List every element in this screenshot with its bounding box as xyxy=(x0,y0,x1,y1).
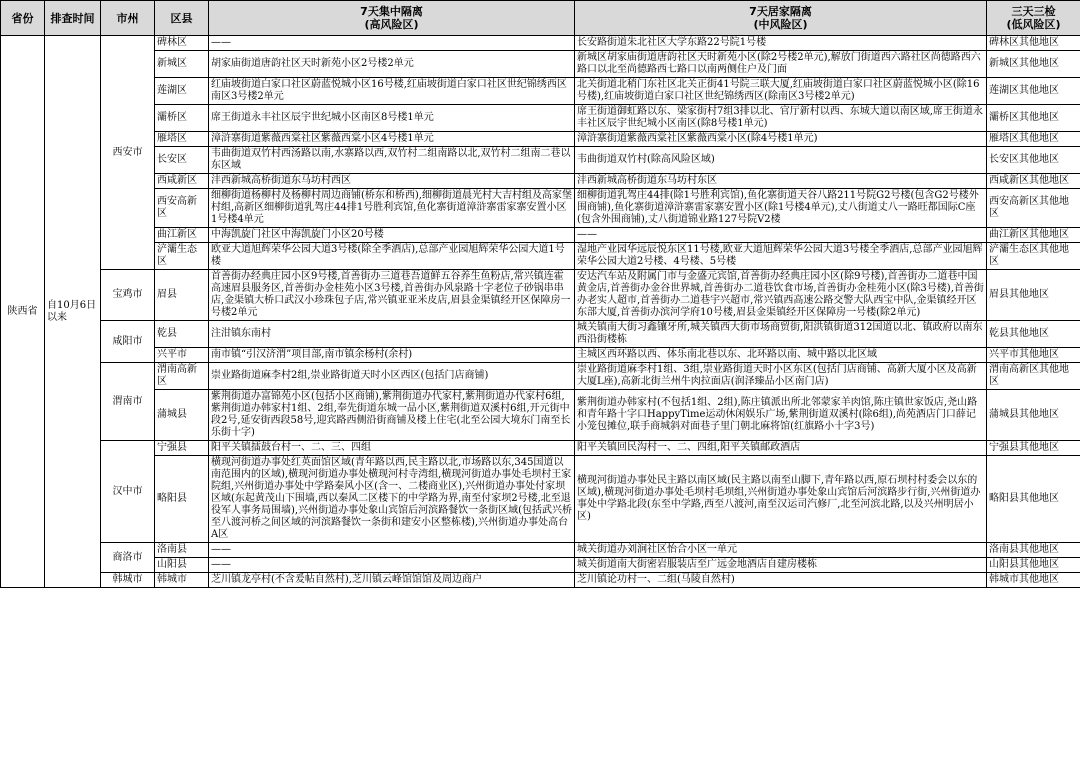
district-cell: 略阳县 xyxy=(155,456,209,543)
city-cell: 西安市 xyxy=(101,36,155,270)
high-risk-cell: —— xyxy=(209,543,575,558)
low-risk-cell: 灞桥区其他地区 xyxy=(987,105,1080,132)
high-risk-cell: 南市镇“引汉济渭”项目部,南市镇余杨村(余村) xyxy=(209,348,575,363)
low-risk-cell: 山阳县其他地区 xyxy=(987,558,1080,573)
low-risk-cell: 宁强县其他地区 xyxy=(987,441,1080,456)
header-high-risk: 7天集中隔离 (高风险区) xyxy=(209,1,575,36)
mid-risk-cell: 漳浒寨街道紫薇西棠社区紫薇西棠小区(除4号楼1单元) xyxy=(575,132,987,147)
high-risk-cell: 注泔镇东南村 xyxy=(209,321,575,348)
district-cell: 蒲城县 xyxy=(155,390,209,441)
high-risk-cell: 席王街道永丰社区辰宇世纪城小区南区8号楼1单元 xyxy=(209,105,575,132)
low-risk-cell: 西咸新区其他地区 xyxy=(987,174,1080,189)
low-risk-cell: 莲湖区其他地区 xyxy=(987,78,1080,105)
table-row xyxy=(1,390,1080,441)
city-cell: 商洛市 xyxy=(101,543,155,573)
low-risk-cell: 蒲城县其他地区 xyxy=(987,390,1080,441)
table-row xyxy=(1,270,1080,321)
mid-risk-cell: 细柳街道乳驾庄44排(除1号胜利宾馆),鱼化寨街道天谷八路211号院G2号楼(包含G2号楼外围商铺),鱼化寨街道漳浒寨雷家寨安置小区(除1号楼4单元),丈八街道丈八一路旺都国际C座(包含外围商铺),丈八街道锦业路127号院V2楼 xyxy=(575,189,987,228)
high-risk-cell: 细柳街道杨柳村及杨柳村周边商铺(桥东和桥西),细柳街道晨光村大吉村组及高家堡村组,高新区细柳街道乳驾庄44排1号胜利宾馆,鱼化寨街道漳浒寨雷家寨安置小区1号楼4单元 xyxy=(209,189,575,228)
high-risk-cell: 横现河街道办事处红英面馆区域(青年路以西,民主路以北,市场路以东,345国道以南范围内的区域),横现河街道办事处横现河村寺湾组,横现河街道办事处毛坝村王家院组,兴州街道办事处中学路秦风小区(含一、二楼商业区),兴州街道办事处付家坝区域(东起黄茂山下围墙,西以秦风二区楼下的中学路为界,南至付家坝2号楼,北至退役军人事务局围墙),兴州街道办事处象山宾馆后河滨路餐饮一条街区域(包括武兴桥至八渡河桥之间区域的河滨路餐饮一条街和建安小区整栋楼),兴州街道办事处高台A区 xyxy=(209,456,575,543)
low-risk-cell: 西安高新区其他地区 xyxy=(987,189,1080,228)
high-risk-cell: 芝川镇龙亭村(不含爰帖自然村),芝川镇云峰馆馆馆及周边商户 xyxy=(209,573,575,588)
high-risk-cell: —— xyxy=(209,36,575,51)
mid-risk-cell: 韦曲街道双竹村(除高风险区域) xyxy=(575,147,987,174)
district-cell: 西咸新区 xyxy=(155,174,209,189)
district-cell: 莲湖区 xyxy=(155,78,209,105)
district-cell: 浐灞生态区 xyxy=(155,243,209,270)
low-risk-cell: 眉县其他地区 xyxy=(987,270,1080,321)
mid-risk-cell: 芝川镇论功村一、二组(马陵自然村) xyxy=(575,573,987,588)
low-risk-cell: 洛南县其他地区 xyxy=(987,543,1080,558)
table-row xyxy=(1,456,1080,543)
district-cell: 洛南县 xyxy=(155,543,209,558)
low-risk-cell: 新城区其他地区 xyxy=(987,51,1080,78)
table-row xyxy=(1,363,1080,390)
mid-risk-cell: 阳平关镇回民沟村一、二、四组,阳平关镇邮政酒店 xyxy=(575,441,987,456)
low-risk-cell: 曲江新区其他地区 xyxy=(987,228,1080,243)
district-cell: 西安高新区 xyxy=(155,189,209,228)
district-cell: 曲江新区 xyxy=(155,228,209,243)
mid-risk-cell: 紫荆街道办韩家村(不包括1组、2组),陈庄镇派出所北邻蒙家羊肉馆,陈庄镇世家饭店,尧山路和青年路十字口HappyTime运动休闲娱乐广场,紫荆街道双溪村(除6组),尚苑酒店门口薛记小笼包摊位,联手商城斜对面巷子里门朝北麻将馆(红旗路小十字3号) xyxy=(575,390,987,441)
high-risk-cell: 紫荆街道办富锦苑小区(包括小区商铺),紫荆街道办代家村,紫荆街道办代家村6组,紫荆街道办韩家村1组、2组,奉先街道东城一品小区,紫荆街道双溪村6组,开元街中段2号,延安街西段58号,迎宾路西侧沿街商铺及楼上住宅(北至公园大境东门南至长乐街十字) xyxy=(209,390,575,441)
mid-risk-cell: 安达汽车站及附属门市与金盛元宾馆,首善街办经典庄园小区(除9号楼),首善街办二道巷中国黄金店,首善街办金谷世界城,首善街办二道巷饮食市场,首善街办金桂苑小区(除3号楼),首善街办老实人超市,首善街办二道巷宇兴超市,常兴镇西高速公路交警大队西宝中队,金渠镇经开区东部大厦,首善街办滨河学府10号楼,眉县金渠镇经开区保障房一号楼(除2单元) xyxy=(575,270,987,321)
district-cell: 灞桥区 xyxy=(155,105,209,132)
table-header-row xyxy=(1,1,1080,36)
high-risk-cell: 崇业路街道麻李村2组,崇业路街道天时小区西区(包括门店商铺) xyxy=(209,363,575,390)
low-risk-cell: 韩城市其他地区 xyxy=(987,573,1080,588)
high-risk-cell: 阳平关镇擂鼓台村一、二、三、四组 xyxy=(209,441,575,456)
district-cell: 山阳县 xyxy=(155,558,209,573)
mid-risk-cell: 城关街道办刘涧社区怡合小区一单元 xyxy=(575,543,987,558)
high-risk-cell: 漳浒寨街道紫薇西棠社区紫薇西棠小区4号楼1单元 xyxy=(209,132,575,147)
header-low-risk: 三天三检 (低风险区) xyxy=(987,1,1080,36)
table-row xyxy=(1,321,1080,348)
district-cell: 长安区 xyxy=(155,147,209,174)
low-risk-cell: 渭南高新区其他地区 xyxy=(987,363,1080,390)
mid-risk-cell: 城关镇南大街习鑫镶牙所,城关镇西大街市场商贸街,阳洪镇街道312国道以北、镇政府以南东西沿街楼栋 xyxy=(575,321,987,348)
mid-risk-cell: 新城区胡家庙街道唐韵社区天时新苑小区(除2号楼2单元),解放门街道西六路社区尚德路西六路口以北至尚德路西七路口以南两侧住户及门面 xyxy=(575,51,987,78)
table-row xyxy=(1,228,1080,243)
low-risk-cell: 浐灞生态区其他地区 xyxy=(987,243,1080,270)
district-cell: 兴平市 xyxy=(155,348,209,363)
city-cell: 汉中市 xyxy=(101,441,155,543)
mid-risk-cell: 湿地产业园华远辰悦东区11号楼,欧亚大道旭辉荣华公园大道3号楼全季酒店,总部产业园旭辉荣华公园大道2号楼、4号楼、5号楼 xyxy=(575,243,987,270)
high-risk-cell: 红庙坡街道白家口社区蔚蓝悦城小区16号楼,红庙坡街道白家口社区世纪锦绣西区南区3号楼2单元 xyxy=(209,78,575,105)
mid-risk-cell: 沣西新城高桥街道东马坊村东区 xyxy=(575,174,987,189)
table-row xyxy=(1,78,1080,105)
mid-risk-cell: 横现河街道办事处民主路以南区域(民主路以南至山脚下,青年路以西,原石坝村村委会以东的区域),横现河街道办事处毛坝村毛坝组,兴州街道办事处象山宾馆后河滨路步行街,兴州街道办事处中学路北段(东至中学路,西至八渡河,南至汉运司汽修厂,北至河滨北路,以及兴州明居小区) xyxy=(575,456,987,543)
high-risk-cell: 沣西新城高桥街道东马坊村西区 xyxy=(209,174,575,189)
district-cell: 渭南高新区 xyxy=(155,363,209,390)
district-cell: 新城区 xyxy=(155,51,209,78)
table-row xyxy=(1,105,1080,132)
district-cell: 宁强县 xyxy=(155,441,209,456)
table-row xyxy=(1,441,1080,456)
table-row xyxy=(1,132,1080,147)
low-risk-cell: 略阳县其他地区 xyxy=(987,456,1080,543)
district-cell: 韩城市 xyxy=(155,573,209,588)
mid-risk-cell: 北关街道北稍门东社区北关正街41号院三联大厦,红庙坡街道白家口社区蔚蓝悦城小区(除16号楼),红庙坡街道白家口社区世纪锦绣西区(除南区3号楼2单元) xyxy=(575,78,987,105)
mid-risk-cell: 主城区西环路以西、体乐南北巷以东、北环路以南、城中路以北区域 xyxy=(575,348,987,363)
mid-risk-cell: 城关街道南大街密岩服装店至广远金地酒店自建房楼栋 xyxy=(575,558,987,573)
low-risk-cell: 长安区其他地区 xyxy=(987,147,1080,174)
table-row xyxy=(1,348,1080,363)
mid-risk-cell: 崇业路街道麻李村1组、3组,崇业路街道天时小区东区(包括门店商铺、高新大厦小区及高新大厦L座),高新北街兰州牛肉拉面店(润泽臻品小区南门店) xyxy=(575,363,987,390)
table-row xyxy=(1,174,1080,189)
table-row xyxy=(1,243,1080,270)
high-risk-cell: 胡家庙街道唐韵社区天时新苑小区2号楼2单元 xyxy=(209,51,575,78)
mid-risk-cell: 长安路街道朱北社区大学东路22号院1号楼 xyxy=(575,36,987,51)
low-risk-cell: 碑林区其他地区 xyxy=(987,36,1080,51)
high-risk-cell: 中海凯旋门社区中海凯旋门小区20号楼 xyxy=(209,228,575,243)
district-cell: 乾县 xyxy=(155,321,209,348)
mid-risk-cell: —— xyxy=(575,228,987,243)
province-cell: 陕西省 xyxy=(1,36,45,588)
table-row xyxy=(1,51,1080,78)
header-district: 区县 xyxy=(155,1,209,36)
header-mid-risk: 7天居家隔离 (中风险区) xyxy=(575,1,987,36)
district-cell: 碑林区 xyxy=(155,36,209,51)
mid-risk-cell: 席王街道御虹路以东、梁家街村7组3排以北、官厅新村以西、东城大道以南区域,席王街道永丰社区辰宇世纪城小区南区(除8号楼1单元) xyxy=(575,105,987,132)
header-city: 市州 xyxy=(101,1,155,36)
city-cell: 渭南市 xyxy=(101,363,155,441)
city-cell: 韩城市 xyxy=(101,573,155,588)
high-risk-cell: 韦曲街道双竹村西汤路以南,水寨路以西,双竹村二组南路以北,双竹村二组南二巷以东区域 xyxy=(209,147,575,174)
time-cell: 自10月6日以来 xyxy=(45,36,101,588)
low-risk-cell: 雁塔区其他地区 xyxy=(987,132,1080,147)
table-row xyxy=(1,147,1080,174)
high-risk-cell: 首善街办经典庄园小区9号楼,首善街办三道巷吾道鲜五谷养生鱼粉店,常兴镇连霍高速眉县服务区,首善街办金桂苑小区3号楼,首善街办风泉路十字老位子砂锅串串店,金渠镇大桥口武汉小珍珠包子店,常兴镇亚亚米皮店,眉县金渠镇经开区保障房一号楼2单元 xyxy=(209,270,575,321)
table-row xyxy=(1,573,1080,588)
city-cell: 宝鸡市 xyxy=(101,270,155,321)
high-risk-cell: —— xyxy=(209,558,575,573)
low-risk-cell: 兴平市其他地区 xyxy=(987,348,1080,363)
header-time: 排查时间 xyxy=(45,1,101,36)
table-row xyxy=(1,543,1080,558)
table-row xyxy=(1,36,1080,51)
table-row xyxy=(1,558,1080,573)
city-cell: 咸阳市 xyxy=(101,321,155,363)
high-risk-cell: 欧亚大道旭辉荣华公园大道3号楼(除全季酒店),总部产业园旭辉荣华公园大道1号楼 xyxy=(209,243,575,270)
table-row xyxy=(1,189,1080,228)
district-cell: 雁塔区 xyxy=(155,132,209,147)
district-cell: 眉县 xyxy=(155,270,209,321)
header-province: 省份 xyxy=(1,1,45,36)
low-risk-cell: 乾县其他地区 xyxy=(987,321,1080,348)
